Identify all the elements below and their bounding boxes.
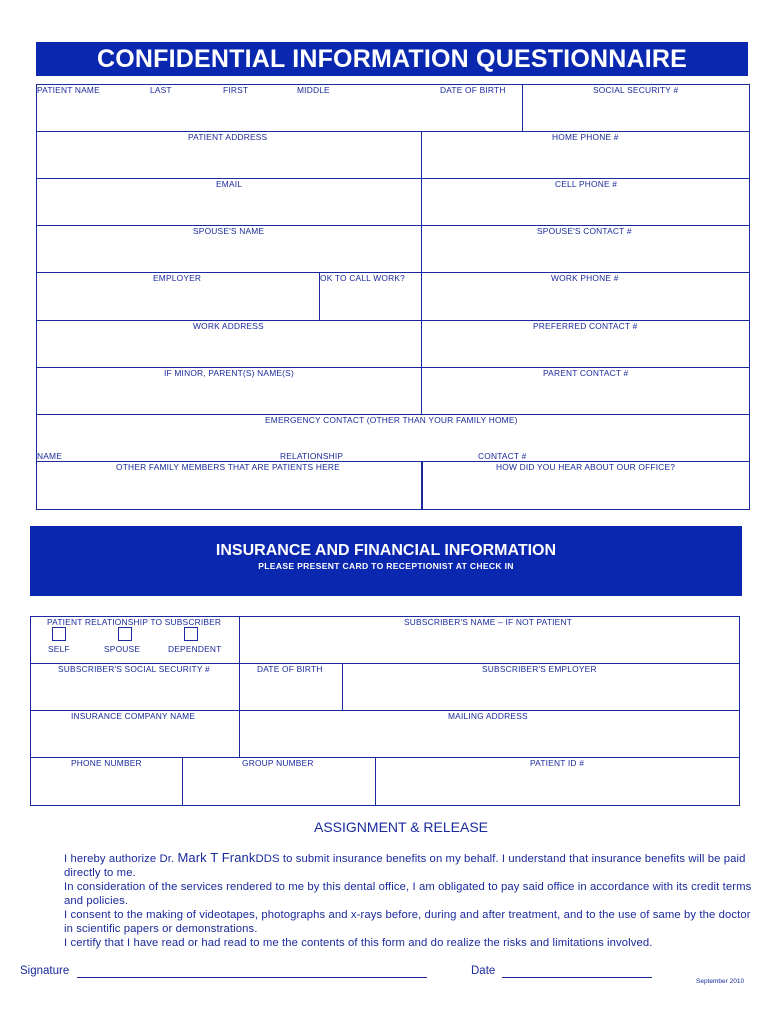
mailing-address-field[interactable] — [241, 722, 739, 756]
date-line[interactable] — [502, 977, 652, 978]
assignment-paragraph-4: I certify that I have read or had read to me the contents of this form and do realize the risks and limitations involved. — [64, 937, 653, 949]
minor-parent-label: IF MINOR, PARENT(S) NAME(S) — [164, 368, 294, 378]
spouse-contact-label: SPOUSE'S CONTACT # — [537, 226, 632, 236]
emergency-contact-label: EMERGENCY CONTACT (OTHER THAN YOUR FAMILY HOME) — [265, 415, 518, 425]
email-field[interactable] — [37, 190, 420, 224]
relationship-to-subscriber-label: PATIENT RELATIONSHIP TO SUBSCRIBER — [47, 617, 222, 627]
self-checkbox[interactable] — [52, 627, 66, 641]
ok-call-work-field[interactable] — [320, 284, 420, 319]
ssn-label: SOCIAL SECURITY # — [593, 85, 679, 95]
patient-id-field[interactable] — [377, 769, 739, 805]
assignment-paragraph-2: In consideration of the services rendered to me by this dental office, I am obligated to pay said office in accordance with its credit terms and policies. — [64, 881, 752, 907]
subscriber-ssn-label: SUBSCRIBER'S SOCIAL SECURITY # — [58, 664, 210, 674]
group-number-field[interactable] — [184, 769, 374, 805]
employer-field[interactable] — [37, 284, 318, 319]
signature-label: Signature — [20, 965, 70, 977]
preferred-contact-label: PREFERRED CONTACT # — [533, 321, 638, 331]
insurance-subtitle: PLEASE PRESENT CARD TO RECEPTIONIST AT CHECK IN — [258, 561, 514, 571]
patient-address-field[interactable] — [37, 143, 420, 177]
first-name-label: FIRST — [223, 85, 249, 95]
group-number-label: GROUP NUMBER — [242, 758, 314, 768]
work-address-field[interactable] — [37, 332, 420, 366]
date-label: Date — [471, 965, 496, 977]
ssn-field[interactable] — [523, 96, 749, 130]
signature-line[interactable] — [77, 977, 427, 978]
phone-number-label: PHONE NUMBER — [71, 758, 142, 768]
insurance-company-label: INSURANCE COMPANY NAME — [71, 711, 196, 721]
how-hear-field[interactable] — [423, 473, 749, 509]
subscriber-employer-field[interactable] — [344, 675, 739, 709]
preferred-contact-field[interactable] — [422, 332, 749, 366]
work-phone-label: WORK PHONE # — [551, 273, 619, 283]
ok-call-work-label: OK TO CALL WORK? — [320, 273, 405, 283]
dependent-label: DEPENDENT — [168, 644, 222, 654]
emergency-relationship-label: RELATIONSHIP — [280, 451, 344, 461]
subscriber-employer-label: SUBSCRIBER'S EMPLOYER — [482, 664, 597, 674]
subscriber-name-field[interactable] — [241, 628, 739, 662]
cell-phone-label: CELL PHONE # — [555, 179, 618, 189]
dob-label: DATE OF BIRTH — [440, 85, 506, 95]
patient-name-field[interactable] — [37, 96, 521, 130]
insurance-banner — [30, 526, 742, 596]
spouse-label: SPOUSE — [104, 644, 141, 654]
spouse-checkbox[interactable] — [118, 627, 132, 641]
parent-contact-label: PARENT CONTACT # — [543, 368, 629, 378]
subscriber-dob-field[interactable] — [241, 675, 341, 709]
work-address-label: WORK ADDRESS — [193, 321, 264, 331]
last-name-label: LAST — [150, 85, 172, 95]
other-family-field[interactable] — [37, 473, 420, 509]
patient-address-label: PATIENT ADDRESS — [188, 132, 268, 142]
assignment-paragraph-3: I consent to the making of videotapes, photographs and x-rays before, during and after treatment, and to the use of same by the doctor in scientific papers or demonstrations. — [64, 909, 751, 935]
patient-name-label: PATIENT NAME — [37, 85, 100, 95]
middle-name-label: MIDDLE — [297, 85, 330, 95]
home-phone-label: HOME PHONE # — [552, 132, 619, 142]
patient-id-label: PATIENT ID # — [530, 758, 585, 768]
insurance-company-field[interactable] — [31, 722, 238, 756]
assignment-paragraph-1: I hereby authorize Dr. Mark T FrankDDS to submit insurance benefits on my behalf. I understand that insurance benefits will be paid directly to me. — [64, 850, 746, 879]
spouse-contact-field[interactable] — [422, 237, 749, 271]
subscriber-dob-label: DATE OF BIRTH — [257, 664, 323, 674]
home-phone-field[interactable] — [422, 143, 749, 177]
form-title: CONFIDENTIAL INFORMATION QUESTIONNAIRE — [36, 42, 748, 76]
parent-contact-field[interactable] — [422, 379, 749, 413]
insurance-title: INSURANCE AND FINANCIAL INFORMATION — [215, 542, 557, 559]
phone-number-field[interactable] — [31, 769, 181, 805]
how-hear-label: HOW DID YOU HEAR ABOUT OUR OFFICE? — [496, 462, 676, 472]
work-phone-field[interactable] — [422, 284, 749, 319]
spouse-name-field[interactable] — [37, 237, 420, 271]
employer-label: EMPLOYER — [153, 273, 202, 283]
footer-date: September 2010 — [696, 978, 745, 985]
minor-parent-field[interactable] — [37, 379, 420, 413]
emergency-contact-number-label: CONTACT # — [478, 451, 527, 461]
emergency-name-label: NAME — [37, 451, 62, 461]
assignment-title: ASSIGNMENT & RELEASE — [314, 819, 489, 835]
dependent-checkbox[interactable] — [184, 627, 198, 641]
email-label: EMAIL — [216, 179, 243, 189]
self-label: SELF — [48, 644, 70, 654]
spouse-name-label: SPOUSE'S NAME — [193, 226, 265, 236]
subscriber-name-label: SUBSCRIBER'S NAME – IF NOT PATIENT — [404, 617, 573, 627]
subscriber-ssn-field[interactable] — [31, 675, 238, 709]
doctor-name: Mark T Frank — [177, 850, 256, 865]
mailing-address-label: MAILING ADDRESS — [448, 711, 528, 721]
emergency-contact-field[interactable] — [37, 426, 749, 450]
cell-phone-field[interactable] — [422, 190, 749, 224]
other-family-label: OTHER FAMILY MEMBERS THAT ARE PATIENTS HERE — [116, 462, 340, 472]
